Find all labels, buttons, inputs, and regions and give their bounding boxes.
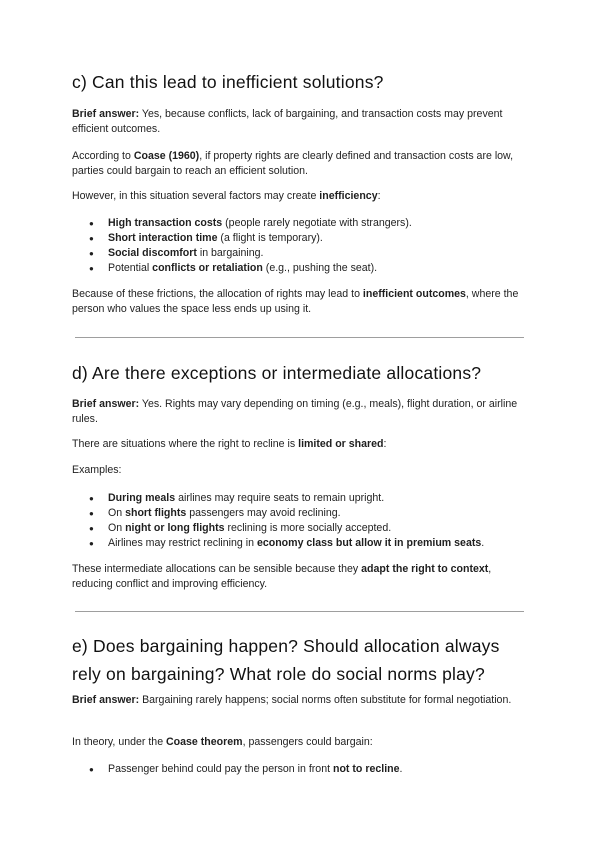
text-run: . bbox=[399, 763, 403, 775]
list-item bbox=[72, 261, 528, 276]
list-item bbox=[72, 521, 528, 536]
section-e-bullet-list bbox=[72, 762, 528, 777]
brief-answer-label: Brief answer: bbox=[72, 694, 140, 706]
text-run: , where the person who values the space less ends up using it. bbox=[72, 288, 519, 315]
bold-run: Short interaction time bbox=[108, 232, 218, 244]
text-run: reclining is more socially accepted. bbox=[224, 522, 392, 534]
section-c-bullet-list bbox=[72, 216, 528, 276]
list-item bbox=[72, 246, 528, 261]
section-divider bbox=[75, 611, 524, 612]
text-run: : bbox=[383, 438, 387, 450]
text-run: There are situations where the right to recline is bbox=[72, 438, 299, 450]
brief-answer-text: Yes, because conflicts, lack of bargaining, and transaction costs may prevent efficient outcomes. bbox=[72, 108, 503, 135]
bold-run: limited or shared bbox=[298, 438, 384, 450]
section-c-paragraph-3 bbox=[72, 287, 528, 317]
section-e-brief-answer bbox=[72, 693, 528, 708]
bold-run: not to recline bbox=[332, 763, 400, 775]
bold-run: conflicts or retaliation bbox=[152, 262, 263, 274]
bold-run: inefficiency bbox=[319, 190, 378, 202]
bold-run: inefficient outcomes bbox=[362, 288, 466, 300]
text-run: . bbox=[481, 537, 485, 549]
bold-run: adapt the right to context bbox=[361, 563, 489, 575]
brief-answer-label: Brief answer: bbox=[72, 108, 140, 120]
bold-run: Coase (1960) bbox=[133, 150, 200, 162]
brief-answer-text: Bargaining rarely happens; social norms often substitute for formal negotiation. bbox=[139, 694, 512, 706]
section-d-paragraph-3 bbox=[72, 562, 528, 592]
section-d-heading: d) Are there exceptions or intermediate allocations? bbox=[72, 363, 482, 383]
section-d-bullet-list bbox=[72, 491, 528, 551]
text-run: : bbox=[377, 190, 381, 202]
section-d-paragraph-1 bbox=[72, 437, 528, 452]
list-item bbox=[72, 536, 528, 551]
bold-run: Coase theorem bbox=[166, 736, 243, 748]
section-c-paragraph-1 bbox=[72, 149, 528, 179]
text-run: Airlines may restrict reclining in bbox=[108, 537, 257, 549]
list-item bbox=[72, 491, 528, 506]
list-item bbox=[72, 216, 528, 231]
section-c-paragraph-2 bbox=[72, 189, 528, 204]
text-run: , reducing conflict and improving efficiency. bbox=[72, 563, 492, 590]
text-run: On bbox=[108, 507, 126, 519]
text-run: These intermediate allocations can be sensible because they bbox=[72, 563, 362, 575]
bold-run: Social discomfort bbox=[108, 247, 197, 259]
text-run: (a flight is temporary). bbox=[217, 232, 323, 244]
list-item bbox=[72, 762, 528, 777]
text-run: in bargaining. bbox=[196, 247, 264, 259]
bold-run: economy class but allow it in premium seats bbox=[256, 537, 482, 549]
text-run: airlines may require seats to remain upright. bbox=[175, 492, 385, 504]
brief-answer-label: Brief answer: bbox=[72, 398, 140, 410]
text-run: In theory, under the bbox=[72, 736, 167, 748]
bold-run: During meals bbox=[108, 492, 176, 504]
text-run: However, in this situation several factors may create bbox=[72, 190, 320, 202]
list-item bbox=[72, 231, 528, 246]
list-item bbox=[72, 506, 528, 521]
section-e-heading: e) Does bargaining happen? Should allocation always rely on bargaining? What role do social norms play? bbox=[72, 636, 500, 684]
bold-run: night or long flights bbox=[125, 522, 225, 534]
section-e-paragraph-1 bbox=[72, 735, 528, 750]
text-run: On bbox=[108, 522, 126, 534]
text-run: Because of these frictions, the allocation of rights may lead to bbox=[72, 288, 363, 300]
text-run: (people rarely negotiate with strangers). bbox=[222, 217, 412, 229]
brief-answer-text: Yes. Rights may vary depending on timing (e.g., meals), flight duration, or airline rules. bbox=[72, 398, 518, 425]
text-run: Potential bbox=[108, 262, 153, 274]
text-run: , passengers could bargain: bbox=[242, 736, 373, 748]
section-d-brief-answer bbox=[72, 397, 528, 427]
bold-run: short flights bbox=[125, 507, 187, 519]
section-c-heading: c) Can this lead to inefficient solutions? bbox=[72, 72, 384, 92]
text-run: , if property rights are clearly defined and transaction costs are low, parties could bargain to reach an efficient solution. bbox=[72, 150, 514, 177]
section-d-examples-label: Examples: bbox=[72, 464, 122, 476]
bold-run: High transaction costs bbox=[108, 217, 223, 229]
text-run: Passenger behind could pay the person in front bbox=[108, 763, 333, 775]
text-run: According to bbox=[72, 150, 134, 162]
text-run: (e.g., pushing the seat). bbox=[262, 262, 378, 274]
section-divider bbox=[75, 337, 524, 338]
section-c-brief-answer bbox=[72, 107, 528, 137]
text-run: passengers may avoid reclining. bbox=[186, 507, 341, 519]
